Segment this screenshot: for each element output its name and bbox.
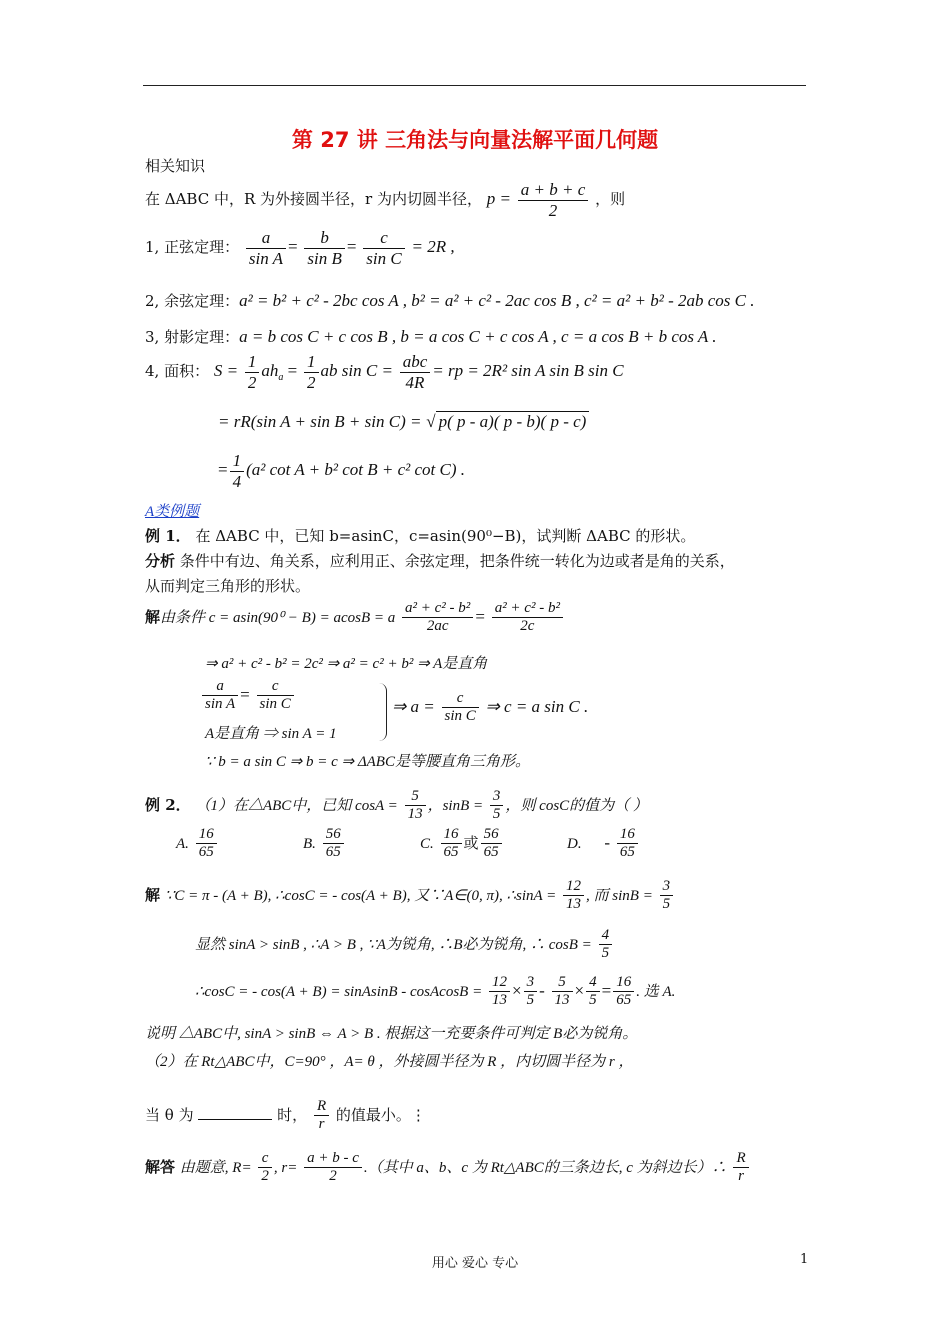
half-fraction-1: $\frac{1}{2}$ [245, 352, 260, 392]
answer-label: 解答 [145, 1157, 176, 1176]
solution-2-label: 解 [145, 885, 161, 904]
frac-5-13: $\frac{5}{13}$ [552, 974, 573, 1010]
option-b-value: $\frac{56}{65}$ [323, 826, 344, 862]
area-rr: = rR(sin A + sin B + sin C) = [218, 412, 422, 431]
cos-fraction-2: $\frac{\text{a² + c² - b²}}{2c}$ [492, 600, 563, 636]
cos-fraction-1: $\frac{\text{a² + c² - b²}}{2ac}$ [402, 600, 473, 636]
intro-p: p = [486, 189, 511, 209]
cosb-fraction: $\frac{4}{5}$ [599, 927, 613, 963]
times-2: × [574, 980, 585, 1000]
answer-blank[interactable] [198, 1105, 272, 1120]
q2-time: 时， [277, 1105, 308, 1124]
answer-line [145, 1150, 751, 1186]
frac-3-5: $\frac{3}{5}$ [524, 974, 538, 1010]
a-over-sina: $\frac{a}{\text{sin A}}$ [202, 678, 238, 714]
times-1: × [512, 980, 522, 1000]
example-2 [145, 788, 648, 824]
solution-2-cosc: ∴cosC = - cos(A + B) = sinAsinB - cosAcosB = [195, 983, 483, 1000]
page-title: 第 27 讲 三角法与向量法解平面几何题 [291, 128, 659, 152]
brace-result [392, 690, 588, 726]
q2-when: 当 θ 为 [145, 1105, 194, 1124]
example-2-c: ，则 cosC的值为（ ） [505, 797, 648, 814]
example-1-label: 例 1． [145, 527, 191, 545]
example-2-label: 例 2． [145, 795, 191, 814]
r-over-r-2: $\frac{R}{r}$ [733, 1150, 748, 1186]
sine-law-tail: = 2R , [411, 237, 455, 257]
option-a-label: A. [176, 835, 189, 852]
cosine-law-label: 2, 余弦定理： [145, 292, 240, 310]
c-over-sinc: $\frac{c}{\text{sin C}}$ [257, 678, 294, 714]
related-heading: 相关知识 [145, 157, 206, 175]
intro-tail: ，则 [595, 190, 626, 209]
cosa-fraction: $\frac{5}{13}$ [405, 788, 426, 824]
c-over-2: $\frac{c}{2}$ [258, 1150, 272, 1186]
frac-16-65: $\frac{16}{65}$ [613, 974, 634, 1010]
solution-2-b: , 而 sinB = [586, 887, 653, 904]
c-over-sinc-2: $\frac{c}{\text{sin C}}$ [442, 690, 479, 726]
sinb-fraction-2: $\frac{3}{5}$ [660, 878, 674, 914]
abc-4r-fraction: $\frac{\text{abc}}{4R}$ [400, 352, 431, 392]
equals: = [475, 606, 485, 626]
minus: - [539, 980, 545, 1000]
solution-2-line-3 [195, 974, 675, 1010]
solution-1-condition: 由条件 c = asin(90⁰ − B) = acosB = a [160, 609, 396, 626]
intro-text: 在 ΔABC 中，R 为外接圆半径，r 为内切圆半径， [145, 190, 482, 209]
option-d-sign: - [604, 832, 611, 852]
option-a[interactable] [176, 826, 219, 862]
example-1-text: 在 ΔABC 中，已知 b=asinC，c=asin(90⁰−B)，试判断 ΔABC 的形状。 [195, 527, 696, 545]
select-a: . 选 A. [636, 983, 676, 1000]
area-formula-2: = rR(sin A + sin B + sin C) = √ p( p - a)( p - b)( p - c) [218, 412, 589, 432]
solution-2-line-2 [195, 927, 614, 963]
fraction-c: $\frac{c}{\text{sin C}}$ [363, 228, 404, 268]
projection-law-label: 3, 射影定理： [145, 328, 240, 346]
option-b-label: B. [303, 835, 316, 852]
section-a-link[interactable]: A类例题 [145, 504, 200, 520]
cosine-law-formula: a² = b² + c² - 2bc cos A , b² = a² + c² - 2ac cos B , c² = a² + b² - 2ab cos C . [239, 291, 755, 310]
area-label: 4, 面积： [145, 362, 210, 381]
area-cot: (a² cot A + b² cot B + c² cot C) . [246, 460, 465, 480]
intro-fraction: $\frac{a + b + c}{2}$ [518, 180, 589, 220]
area-ha: a [278, 372, 284, 384]
option-c-label: C. [420, 835, 434, 852]
note-text: 说明 △ABC中, sinA > sinB ⇔ A > B . 根据这一充要条件可判定 B必为锐角。 [145, 1026, 638, 1042]
solution-2-a: ∵C = π - (A + B), ∴cosC = - cos(A + B), 又∵A∈(0, π), ∴sinA = [164, 887, 557, 904]
sine-law-label: 1, 正弦定理： [145, 238, 240, 257]
analysis-label: 分析 [145, 552, 176, 570]
option-c-value-2: $\frac{56}{65}$ [481, 826, 502, 862]
solution-label: 解 [145, 607, 161, 626]
area-ah: ah [261, 361, 279, 381]
footer-text: 用心 爱心 专心 [431, 1256, 519, 1271]
heron-sqrt: p( p - a)( p - b)( p - c) [436, 411, 590, 431]
area-formula-3: = $\frac{1}{4}$ (a² cot A + b² cot B + c² cot C) . [218, 451, 465, 491]
page-number: 1 [800, 1252, 809, 1267]
option-c-or: 或 [463, 833, 479, 852]
q2-min: 的值最小。⋮ [335, 1105, 426, 1124]
solution-1-line-2: ⇒ a² + c² - b² = 2c² ⇒ a² = c² + b² ⇒ A是直角 [205, 656, 488, 672]
quarter-fraction: $\frac{1}{4}$ [230, 451, 245, 491]
area-absinc: ab sin C = [320, 361, 393, 381]
curly-brace [378, 683, 387, 741]
half-fraction-2: $\frac{1}{2}$ [304, 352, 319, 392]
cosine-law [145, 290, 754, 311]
analysis-line-2: 从而判定三角形的形状。 [145, 577, 311, 595]
option-d[interactable] [567, 826, 640, 862]
solution-1-conclusion: ∵ b = a sin C ⇒ b = c ⇒ ΔABC是等腰直角三角形。 [205, 754, 530, 770]
option-d-value: $\frac{16}{65}$ [617, 826, 638, 862]
answer-a: 由题意, R= [179, 1159, 252, 1176]
option-c-value-1: $\frac{16}{65}$ [441, 826, 462, 862]
option-c[interactable] [420, 826, 504, 862]
brace-result-b: ⇒ c = a sin C . [485, 696, 589, 716]
option-a-value: $\frac{16}{65}$ [196, 826, 217, 862]
abc-over-2: $\frac{a + b - c}{2}$ [304, 1150, 362, 1186]
sina-fraction: $\frac{12}{13}$ [563, 878, 584, 914]
header-rule [143, 85, 806, 86]
fraction-b: $\frac{b}{\text{sin B}}$ [304, 228, 344, 268]
area-formula-1: 4, 面积： S = $\frac{1}{2}$ $ah_a$ = $\frac{1}{2}$ ab sin C = $\frac{\text{abc}}{4R}$ = rp = 2R² sin A sin B sin C [145, 352, 624, 392]
projection-law-formula: a = b cos C + c cos B , b = a cos C + c cos A , c = a cos B + b cos A . [239, 327, 717, 346]
frac-12-13: $\frac{12}{13}$ [489, 974, 510, 1010]
solution-2-line-1 [145, 878, 675, 914]
option-d-label: D. [567, 835, 582, 852]
brace-result-a: ⇒ a = [392, 696, 435, 716]
answer-c: .（其中 a、b、c 为 Rt△ABC的三条边长, c 为斜边长）∴ [363, 1159, 727, 1176]
equals-2: = [601, 980, 612, 1000]
area-rp: = rp = 2R² sin A sin B sin C [432, 361, 624, 381]
frac-4-5: $\frac{4}{5}$ [586, 974, 600, 1010]
solution-2-obvious: 显然 sinA > sinB , ∴A > B , ∵A为锐角, ∴B必为锐角, ∴ cosB = [195, 936, 592, 953]
sinb-fraction: $\frac{3}{5}$ [490, 788, 504, 824]
solution-1-line-1 [145, 600, 565, 636]
area-s: S = [213, 361, 239, 381]
answer-b: , r= [273, 1159, 298, 1176]
analysis-text-1: 条件中有边、角关系，应利用正、余弦定理，把条件统一转化为边或者是角的关系， [179, 552, 735, 570]
question-2: （2）在 Rt△ABC中，C=90° ，A= θ ，外接圆半径为 R ，内切圆半径为 r ， [145, 1054, 634, 1070]
example-1 [145, 525, 695, 546]
brace-top: $\frac{a}{\text{sin A}}$ = $\frac{c}{\text{sin C}}$ [200, 678, 296, 714]
question-2-blank [145, 1098, 426, 1134]
projection-law [145, 326, 717, 347]
option-b[interactable] [303, 826, 346, 862]
r-over-r: $\frac{R}{r}$ [314, 1098, 329, 1134]
brace-bottom: A是直角 ⇒ sin A = 1 [205, 726, 337, 742]
fraction-a: $\frac{a}{\text{sin A}}$ [246, 228, 286, 268]
sine-law: 1, 正弦定理： $\frac{a}{\text{sin A}}$ = $\frac{b}{\text{sin B}}$ = $\frac{c}{\text{sin C}}$ = 2R , [145, 228, 455, 268]
example-2-b: ，sinB = [427, 797, 484, 814]
analysis-line-1 [145, 550, 735, 571]
intro-line [145, 180, 625, 220]
example-2-a: （1）在△ABC中，已知 cosA = [195, 797, 398, 814]
